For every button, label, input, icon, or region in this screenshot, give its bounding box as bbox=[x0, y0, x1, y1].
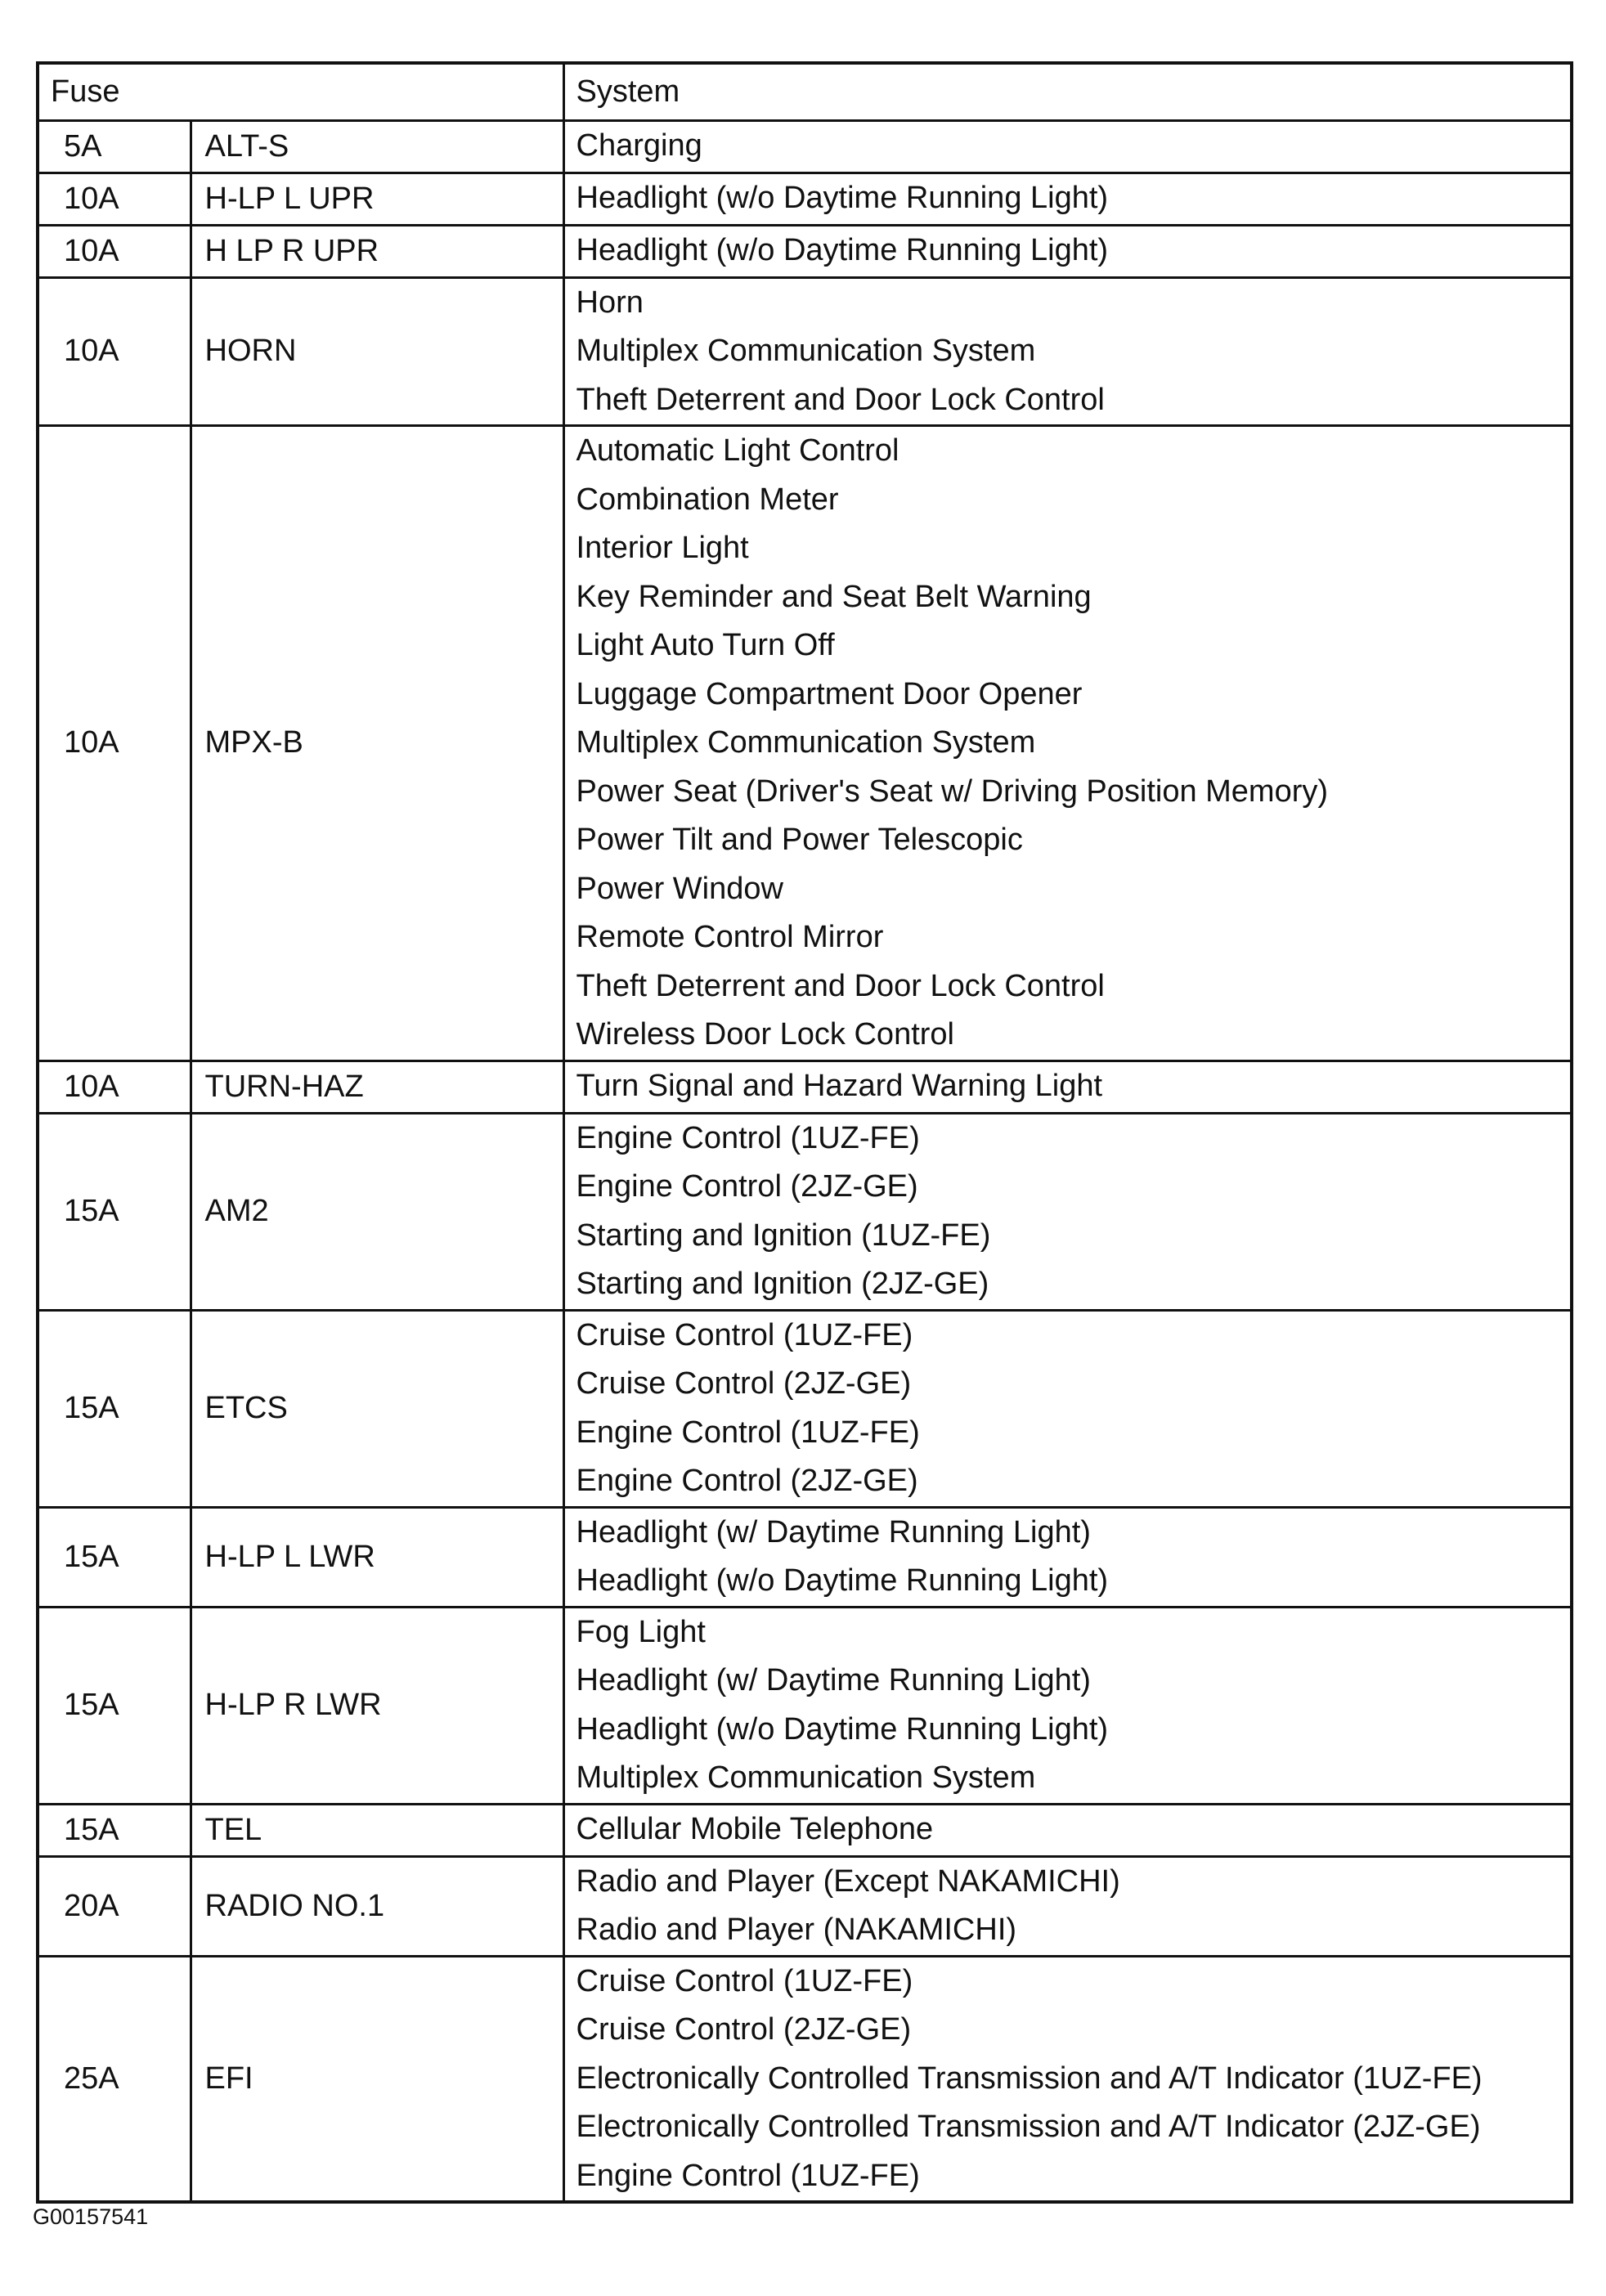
system-item: Starting and Ignition (2JZ-GE) bbox=[576, 1267, 989, 1301]
fuse-amperage: 10A bbox=[38, 1061, 191, 1113]
system-item: Power Tilt and Power Telescopic bbox=[576, 823, 1023, 857]
table-row bbox=[38, 120, 1572, 173]
system-list bbox=[563, 1956, 1572, 2202]
fuse-name: AM2 bbox=[191, 1113, 563, 1310]
system-item: Charging bbox=[576, 128, 702, 164]
system-item: Multiplex Communication System bbox=[576, 725, 1036, 760]
system-item: Cruise Control (2JZ-GE) bbox=[576, 1366, 912, 1401]
system-item: Engine Control (1UZ-FE) bbox=[576, 1120, 920, 1155]
system-list bbox=[563, 225, 1572, 277]
system-item: Cellular Mobile Telephone bbox=[576, 1812, 934, 1847]
table-row bbox=[38, 173, 1572, 225]
system-list bbox=[563, 1507, 1572, 1607]
header-row bbox=[38, 63, 1572, 120]
system-item: Starting and Ignition (1UZ-FE) bbox=[576, 1218, 991, 1253]
system-item: Turn Signal and Hazard Warning Light bbox=[576, 1069, 1103, 1104]
table-row bbox=[38, 426, 1572, 1061]
fuse-name: ETCS bbox=[191, 1310, 563, 1507]
fuse-amperage: 15A bbox=[38, 1310, 191, 1507]
system-list bbox=[563, 277, 1572, 426]
header-system: System bbox=[563, 63, 1572, 120]
fuse-name: H-LP L UPR bbox=[191, 173, 563, 225]
system-item: Multiplex Communication System bbox=[576, 334, 1036, 368]
system-item: Headlight (w/o Daytime Running Light) bbox=[576, 233, 1109, 268]
fuse-name: H-LP L LWR bbox=[191, 1507, 563, 1607]
fuse-table-body bbox=[38, 120, 1572, 2202]
system-list bbox=[563, 1607, 1572, 1804]
system-item: Theft Deterrent and Door Lock Control bbox=[576, 968, 1105, 1003]
system-item: Wireless Door Lock Control bbox=[576, 1017, 954, 1052]
system-item: Power Seat (Driver's Seat w/ Driving Position Memory) bbox=[576, 774, 1329, 809]
fuse-name: H-LP R LWR bbox=[191, 1607, 563, 1804]
system-item: Cruise Control (1UZ-FE) bbox=[576, 1317, 913, 1352]
system-list bbox=[563, 120, 1572, 173]
fuse-name: H LP R UPR bbox=[191, 225, 563, 277]
fuse-name: TURN-HAZ bbox=[191, 1061, 563, 1113]
fuse-amperage: 10A bbox=[38, 426, 191, 1061]
system-item: Cruise Control (2JZ-GE) bbox=[576, 2012, 912, 2047]
fuse-name: EFI bbox=[191, 1956, 563, 2202]
system-item: Automatic Light Control bbox=[576, 433, 899, 468]
system-item: Key Reminder and Seat Belt Warning bbox=[576, 579, 1092, 614]
system-item: Engine Control (2JZ-GE) bbox=[576, 1169, 918, 1204]
system-item: Luggage Compartment Door Opener bbox=[576, 676, 1083, 711]
system-item: Headlight (w/o Daytime Running Light) bbox=[576, 1711, 1109, 1747]
system-item: Multiplex Communication System bbox=[576, 1760, 1036, 1795]
fuse-amperage: 15A bbox=[38, 1607, 191, 1804]
system-list bbox=[563, 426, 1572, 1061]
system-item: Electronically Controlled Transmission and A/T Indicator (2JZ-GE) bbox=[576, 2110, 1481, 2144]
system-item: Radio and Player (Except NAKAMICHI) bbox=[576, 1863, 1120, 1899]
table-row bbox=[38, 1956, 1572, 2202]
system-item: Horn bbox=[576, 285, 644, 320]
system-list bbox=[563, 1310, 1572, 1507]
table-row bbox=[38, 1856, 1572, 1956]
system-item: Headlight (w/ Daytime Running Light) bbox=[576, 1663, 1091, 1697]
table-row bbox=[38, 1061, 1572, 1113]
header-fuse: Fuse bbox=[38, 63, 563, 120]
fuse-amperage: 15A bbox=[38, 1113, 191, 1310]
system-item: Radio and Player (NAKAMICHI) bbox=[576, 1913, 1017, 1947]
system-list bbox=[563, 1804, 1572, 1856]
table-row bbox=[38, 1113, 1572, 1310]
fuse-name: HORN bbox=[191, 277, 563, 426]
system-item: Engine Control (1UZ-FE) bbox=[576, 2158, 920, 2193]
system-item: Headlight (w/o Daytime Running Light) bbox=[576, 1563, 1109, 1598]
fuse-name: ALT-S bbox=[191, 120, 563, 173]
system-item: Headlight (w/ Daytime Running Light) bbox=[576, 1514, 1091, 1549]
fuse-name: RADIO NO.1 bbox=[191, 1856, 563, 1956]
system-item: Electronically Controlled Transmission and A/T Indicator (1UZ-FE) bbox=[576, 2061, 1483, 2096]
table-row bbox=[38, 1507, 1572, 1607]
fuse-amperage: 15A bbox=[38, 1804, 191, 1856]
table-row bbox=[38, 277, 1572, 426]
system-list bbox=[563, 1856, 1572, 1956]
system-list bbox=[563, 1061, 1572, 1113]
table-row bbox=[38, 1804, 1572, 1856]
system-item: Engine Control (2JZ-GE) bbox=[576, 1464, 918, 1498]
table-row bbox=[38, 1607, 1572, 1804]
fuse-amperage: 15A bbox=[38, 1507, 191, 1607]
system-list bbox=[563, 1113, 1572, 1310]
fuse-name: TEL bbox=[191, 1804, 563, 1856]
system-item: Power Window bbox=[576, 871, 783, 906]
figure-code: G00157541 bbox=[33, 2204, 149, 2229]
fuse-amperage: 10A bbox=[38, 225, 191, 277]
table-row bbox=[38, 225, 1572, 277]
system-item: Fog Light bbox=[576, 1614, 706, 1649]
system-item: Combination Meter bbox=[576, 482, 839, 517]
system-list bbox=[563, 173, 1572, 225]
fuse-amperage: 10A bbox=[38, 173, 191, 225]
fuse-amperage: 20A bbox=[38, 1856, 191, 1956]
system-item: Interior Light bbox=[576, 531, 749, 565]
system-item: Engine Control (1UZ-FE) bbox=[576, 1415, 920, 1450]
system-item: Theft Deterrent and Door Lock Control bbox=[576, 382, 1105, 417]
system-item: Cruise Control (1UZ-FE) bbox=[576, 1963, 913, 1998]
fuse-amperage: 25A bbox=[38, 1956, 191, 2202]
system-item: Headlight (w/o Daytime Running Light) bbox=[576, 181, 1109, 216]
fuse-name: MPX-B bbox=[191, 426, 563, 1061]
table-row bbox=[38, 1310, 1572, 1507]
fuse-table bbox=[36, 61, 1573, 2204]
system-item: Remote Control Mirror bbox=[576, 920, 884, 954]
fuse-amperage: 10A bbox=[38, 277, 191, 426]
fuse-amperage: 5A bbox=[38, 120, 191, 173]
system-item: Light Auto Turn Off bbox=[576, 628, 835, 662]
